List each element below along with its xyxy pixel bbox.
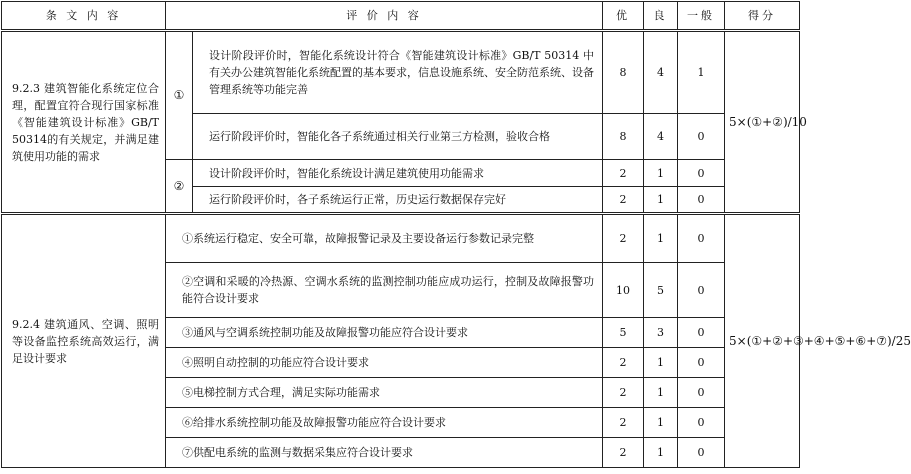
sub-marker-1: ① — [166, 31, 193, 160]
eval-text: ①系统运行稳定、安全可靠，故障报警记录及主要设备运行参数记录完整 — [166, 214, 603, 263]
header-row — [2, 2, 800, 31]
table-row — [2, 214, 800, 263]
score-excellent: 2 — [603, 187, 644, 214]
eval-text: ⑤电梯控制方式合理，满足实际功能需求 — [166, 378, 603, 408]
score-good: 3 — [644, 318, 678, 348]
score-good: 5 — [644, 263, 678, 318]
score-general: 0 — [678, 408, 725, 438]
score-excellent: 2 — [603, 214, 644, 263]
score-excellent: 5 — [603, 318, 644, 348]
score-good: 1 — [644, 348, 678, 378]
header-excellent: 优 — [603, 2, 644, 31]
score-good: 1 — [644, 160, 678, 187]
score-good: 4 — [644, 114, 678, 160]
eval-text: ②空调和采暖的冷热源、空调水系统的监测控制功能应成功运行，控制及故障报警功能符合设计要求 — [166, 263, 603, 318]
score-general: 1 — [678, 31, 725, 114]
clause-923-text: 9.2.3 建筑智能化系统定位合理，配置宜符合现行国家标准《智能建筑设计标准》GB/T 50314的有关规定，并满足建筑使用功能的需求 — [2, 31, 166, 214]
eval-text: ⑥给排水系统控制功能及故障报警功能应符合设计要求 — [166, 408, 603, 438]
clause-924-text: 9.2.4 建筑通风、空调、照明等设备监控系统高效运行，满足设计要求 — [2, 214, 166, 468]
score-general: 0 — [678, 263, 725, 318]
score-general: 0 — [678, 318, 725, 348]
score-general: 0 — [678, 348, 725, 378]
score-excellent: 2 — [603, 438, 644, 468]
header-score: 得分 — [725, 2, 800, 31]
score-excellent: 8 — [603, 31, 644, 114]
score-good: 1 — [644, 214, 678, 263]
eval-text: 设计阶段评价时，智能化系统设计符合《智能建筑设计标准》GB/T 50314 中有关办公建筑智能化系统配置的基本要求，信息设施系统、安全防范系统、设备管理系统等功能完善 — [193, 31, 603, 114]
score-general: 0 — [678, 187, 725, 214]
eval-text: ④照明自动控制的功能应符合设计要求 — [166, 348, 603, 378]
eval-text: 运行阶段评价时，智能化各子系统通过相关行业第三方检测，验收合格 — [193, 114, 603, 160]
score-excellent: 2 — [603, 348, 644, 378]
score-excellent: 2 — [603, 408, 644, 438]
score-general: 0 — [678, 438, 725, 468]
score-good: 4 — [644, 31, 678, 114]
score-excellent: 2 — [603, 378, 644, 408]
score-general: 0 — [678, 378, 725, 408]
score-general: 0 — [678, 114, 725, 160]
score-general: 0 — [678, 214, 725, 263]
score-formula-923: 5×(①+②)/10 — [725, 31, 800, 214]
score-good: 1 — [644, 438, 678, 468]
score-good: 1 — [644, 408, 678, 438]
score-excellent: 8 — [603, 114, 644, 160]
eval-text: 设计阶段评价时，智能化系统设计满足建筑使用功能需求 — [193, 160, 603, 187]
score-general: 0 — [678, 160, 725, 187]
score-formula-924: 5×(①+②+③+④+⑤+⑥+⑦)/25 — [725, 214, 800, 468]
score-excellent: 10 — [603, 263, 644, 318]
header-clause: 条 文 内 容 — [2, 2, 166, 31]
score-good: 1 — [644, 187, 678, 214]
header-eval: 评 价 内 容 — [166, 2, 603, 31]
table-row — [2, 31, 800, 114]
eval-text: 运行阶段评价时，各子系统运行正常，历史运行数据保存完好 — [193, 187, 603, 214]
sub-marker-2: ② — [166, 160, 193, 214]
header-general: 一般 — [678, 2, 725, 31]
eval-text: ⑦供配电系统的监测与数据采集应符合设计要求 — [166, 438, 603, 468]
score-excellent: 2 — [603, 160, 644, 187]
evaluation-table — [1, 1, 911, 468]
header-good: 良 — [644, 2, 678, 31]
score-good: 1 — [644, 378, 678, 408]
eval-text: ③通风与空调系统控制功能及故障报警功能应符合设计要求 — [166, 318, 603, 348]
